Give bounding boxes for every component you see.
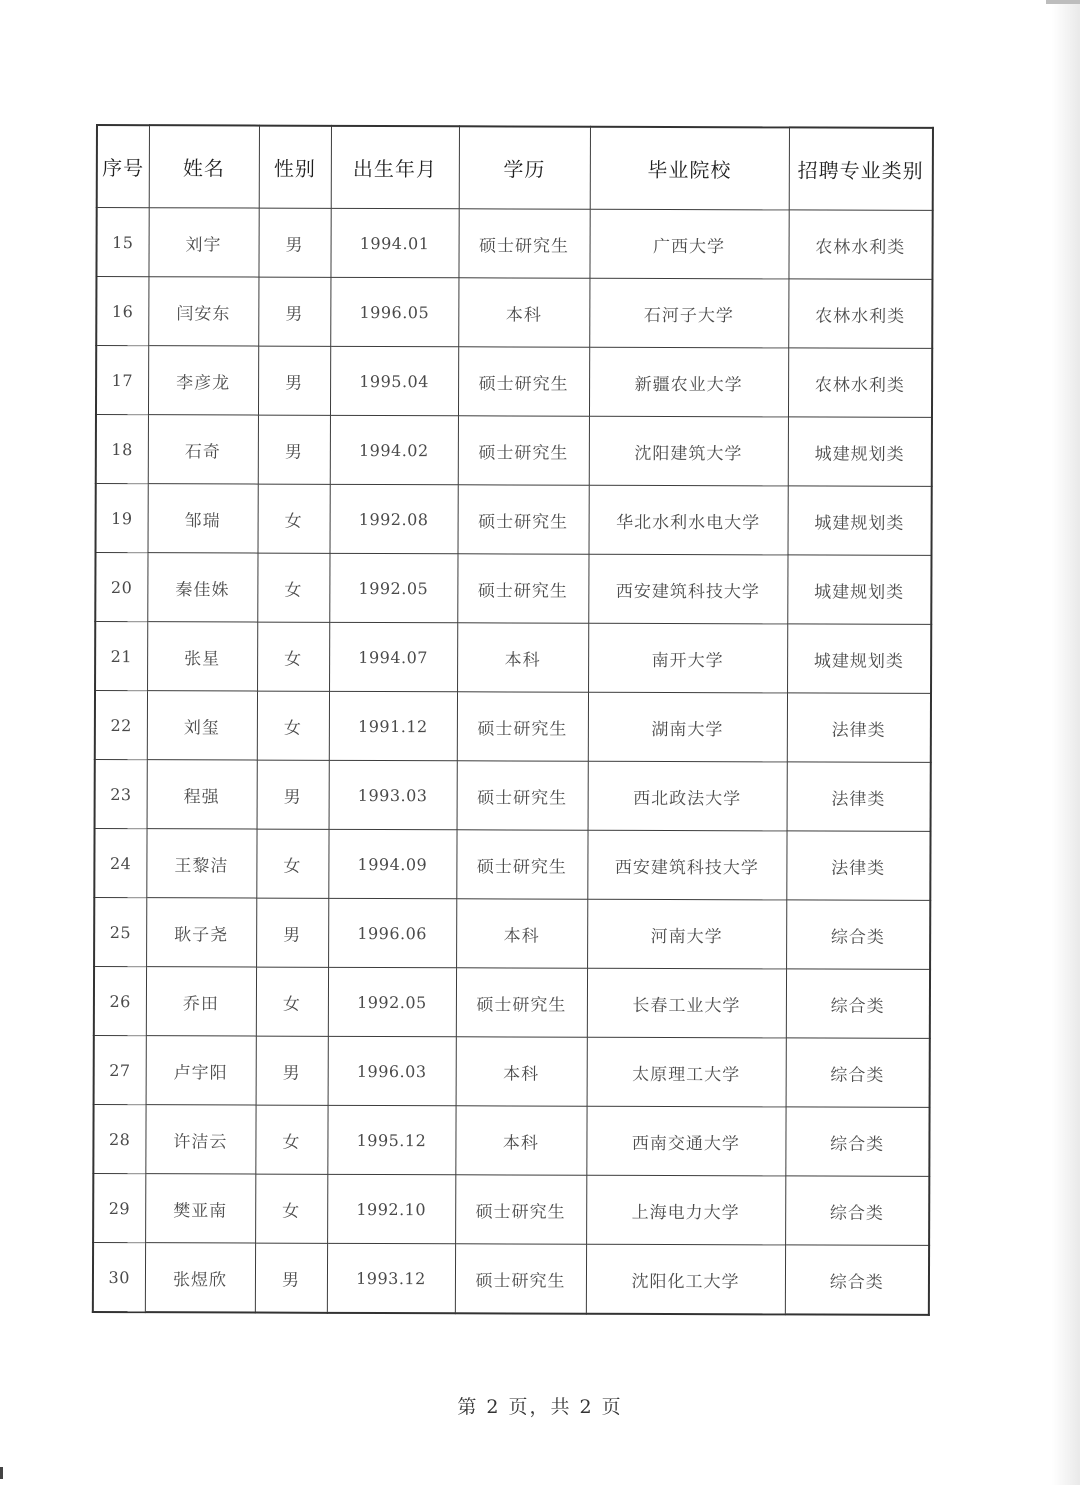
cell-education: 硕士研究生 (456, 968, 587, 1037)
cell-education: 本科 (458, 278, 589, 347)
cell-education: 硕士研究生 (455, 1244, 586, 1314)
cell-index: 19 (96, 484, 148, 553)
cell-name: 李彦龙 (148, 346, 258, 415)
cell-name: 程强 (147, 760, 257, 829)
cell-category: 农林水利类 (788, 210, 932, 280)
cell-category: 城建规划类 (787, 555, 931, 625)
cell-school: 广西大学 (589, 209, 788, 279)
cell-education: 硕士研究生 (457, 554, 588, 623)
cell-gender: 女 (255, 1174, 327, 1243)
cell-index: 22 (95, 691, 147, 760)
cell-index: 24 (94, 828, 146, 897)
table-row (96, 484, 932, 556)
header-cell-gender: 性别 (259, 126, 331, 209)
cell-name: 卢宇阳 (146, 1036, 256, 1105)
cell-birth: 1991.12 (329, 691, 457, 760)
table-row (94, 966, 930, 1038)
cell-gender: 女 (256, 967, 328, 1036)
scan-artifact-left (0, 1467, 3, 1479)
cell-index: 17 (96, 346, 148, 415)
cell-birth: 1995.04 (330, 346, 458, 415)
cell-category: 法律类 (786, 831, 930, 901)
cell-index: 20 (95, 553, 147, 622)
cell-name: 秦佳姝 (147, 553, 257, 622)
cell-school: 石河子大学 (589, 278, 788, 348)
cell-category: 城建规划类 (788, 417, 932, 487)
table-row (96, 277, 932, 349)
cell-school: 长春工业大学 (587, 968, 786, 1038)
cell-education: 硕士研究生 (455, 1175, 586, 1244)
cell-school: 沈阳化工大学 (586, 1244, 785, 1314)
cell-education: 硕士研究生 (457, 761, 588, 830)
cell-category: 农林水利类 (788, 348, 932, 418)
cell-category: 综合类 (786, 900, 930, 970)
table-header-row (97, 125, 933, 210)
cell-name: 邹瑞 (148, 484, 258, 553)
cell-school: 西北政法大学 (588, 761, 787, 831)
cell-gender: 男 (258, 277, 330, 346)
cell-school: 西安建筑科技大学 (588, 554, 787, 624)
table-row (94, 1035, 930, 1107)
cell-category: 综合类 (786, 1038, 930, 1108)
scan-edge (1052, 0, 1080, 1485)
header-cell-category: 招聘专业类别 (789, 127, 933, 210)
cell-school: 南开大学 (588, 623, 787, 693)
table-row (93, 1104, 929, 1176)
cell-index: 29 (93, 1173, 145, 1242)
cell-index: 23 (95, 759, 147, 828)
cell-index: 30 (93, 1242, 145, 1312)
cell-index: 28 (93, 1104, 145, 1173)
cell-gender: 男 (255, 1243, 327, 1313)
cell-gender: 男 (258, 415, 330, 484)
cell-gender: 男 (258, 346, 330, 415)
cell-category: 城建规划类 (787, 624, 931, 694)
cell-birth: 1994.07 (329, 622, 457, 691)
cell-education: 硕士研究生 (458, 485, 589, 554)
header-cell-name: 姓名 (149, 125, 259, 208)
cell-name: 樊亚南 (145, 1174, 255, 1243)
table-body (93, 208, 933, 1315)
cell-name: 张星 (147, 622, 257, 691)
cell-name: 乔田 (146, 967, 256, 1036)
table-row (94, 897, 930, 969)
cell-gender: 女 (256, 829, 328, 898)
table-row (96, 346, 932, 418)
cell-school: 上海电力大学 (586, 1175, 785, 1245)
cell-birth: 1993.12 (327, 1243, 455, 1313)
cell-school: 新疆农业大学 (589, 347, 788, 417)
cell-name: 耿子尧 (146, 898, 256, 967)
cell-education: 硕士研究生 (458, 416, 589, 485)
cell-school: 湖南大学 (588, 692, 787, 762)
cell-category: 城建规划类 (788, 486, 932, 556)
cell-category: 农林水利类 (788, 279, 932, 349)
cell-category: 综合类 (785, 1107, 929, 1177)
cell-category: 法律类 (787, 693, 931, 763)
table-row (94, 828, 930, 900)
recruitment-list-table (92, 124, 934, 1316)
cell-index: 21 (95, 622, 147, 691)
header-cell-school: 毕业院校 (590, 127, 789, 210)
cell-birth: 1992.05 (328, 967, 456, 1036)
cell-name: 闫安东 (148, 277, 258, 346)
cell-gender: 女 (257, 553, 329, 622)
cell-index: 18 (96, 415, 148, 484)
cell-birth: 1992.10 (327, 1174, 455, 1243)
cell-gender: 男 (256, 1036, 328, 1105)
cell-school: 西南交通大学 (586, 1106, 785, 1176)
cell-category: 综合类 (785, 1176, 929, 1246)
cell-name: 石奇 (148, 415, 258, 484)
cell-birth: 1993.03 (329, 760, 457, 829)
table-row (95, 622, 931, 694)
cell-index: 15 (96, 208, 148, 277)
cell-gender: 男 (257, 760, 329, 829)
cell-gender: 男 (258, 208, 330, 277)
cell-category: 综合类 (785, 1245, 929, 1315)
cell-school: 河南大学 (587, 899, 786, 969)
cell-education: 本科 (456, 899, 587, 968)
cell-education: 本科 (455, 1106, 586, 1175)
table-row (96, 208, 932, 280)
cell-name: 刘宇 (148, 208, 258, 277)
header-cell-birth: 出生年月 (331, 126, 459, 209)
cell-index: 26 (94, 966, 146, 1035)
table-row (93, 1173, 929, 1245)
cell-birth: 1994.09 (328, 829, 456, 898)
cell-birth: 1992.05 (329, 553, 457, 622)
cell-index: 16 (96, 277, 148, 346)
header-cell-index: 序号 (97, 125, 149, 208)
cell-education: 本科 (456, 1037, 587, 1106)
table-row (95, 553, 931, 625)
cell-gender: 男 (256, 898, 328, 967)
cell-birth: 1994.02 (330, 415, 458, 484)
cell-education: 硕士研究生 (457, 692, 588, 761)
cell-school: 沈阳建筑大学 (589, 416, 788, 486)
cell-name: 王黎洁 (146, 829, 256, 898)
cell-education: 本科 (457, 623, 588, 692)
table-row (96, 415, 932, 487)
cell-school: 华北水利水电大学 (589, 485, 788, 555)
page-number: 第 2 页，共 2 页 (457, 1396, 623, 1418)
header-cell-education: 学历 (459, 126, 590, 209)
cell-index: 25 (94, 897, 146, 966)
scan-artifact-top (1046, 0, 1080, 4)
cell-gender: 女 (257, 622, 329, 691)
cell-birth: 1994.01 (330, 208, 458, 277)
cell-education: 硕士研究生 (458, 347, 589, 416)
cell-gender: 女 (255, 1105, 327, 1174)
cell-education: 硕士研究生 (458, 209, 589, 278)
cell-school: 太原理工大学 (587, 1037, 786, 1107)
cell-gender: 女 (257, 691, 329, 760)
cell-gender: 女 (258, 484, 330, 553)
table-row (93, 1242, 929, 1314)
table-row (95, 759, 931, 831)
cell-name: 许洁云 (145, 1105, 255, 1174)
cell-birth: 1996.06 (328, 898, 456, 967)
cell-birth: 1996.05 (330, 277, 458, 346)
cell-category: 综合类 (786, 969, 930, 1039)
table-row (95, 691, 931, 763)
cell-name: 张煜欣 (145, 1243, 255, 1313)
cell-school: 西安建筑科技大学 (587, 830, 786, 900)
cell-category: 法律类 (787, 762, 931, 832)
cell-name: 刘玺 (147, 691, 257, 760)
cell-birth: 1996.03 (328, 1036, 456, 1105)
cell-index: 27 (94, 1035, 146, 1104)
cell-birth: 1995.12 (327, 1105, 455, 1174)
cell-birth: 1992.08 (330, 484, 458, 553)
cell-education: 硕士研究生 (456, 830, 587, 899)
